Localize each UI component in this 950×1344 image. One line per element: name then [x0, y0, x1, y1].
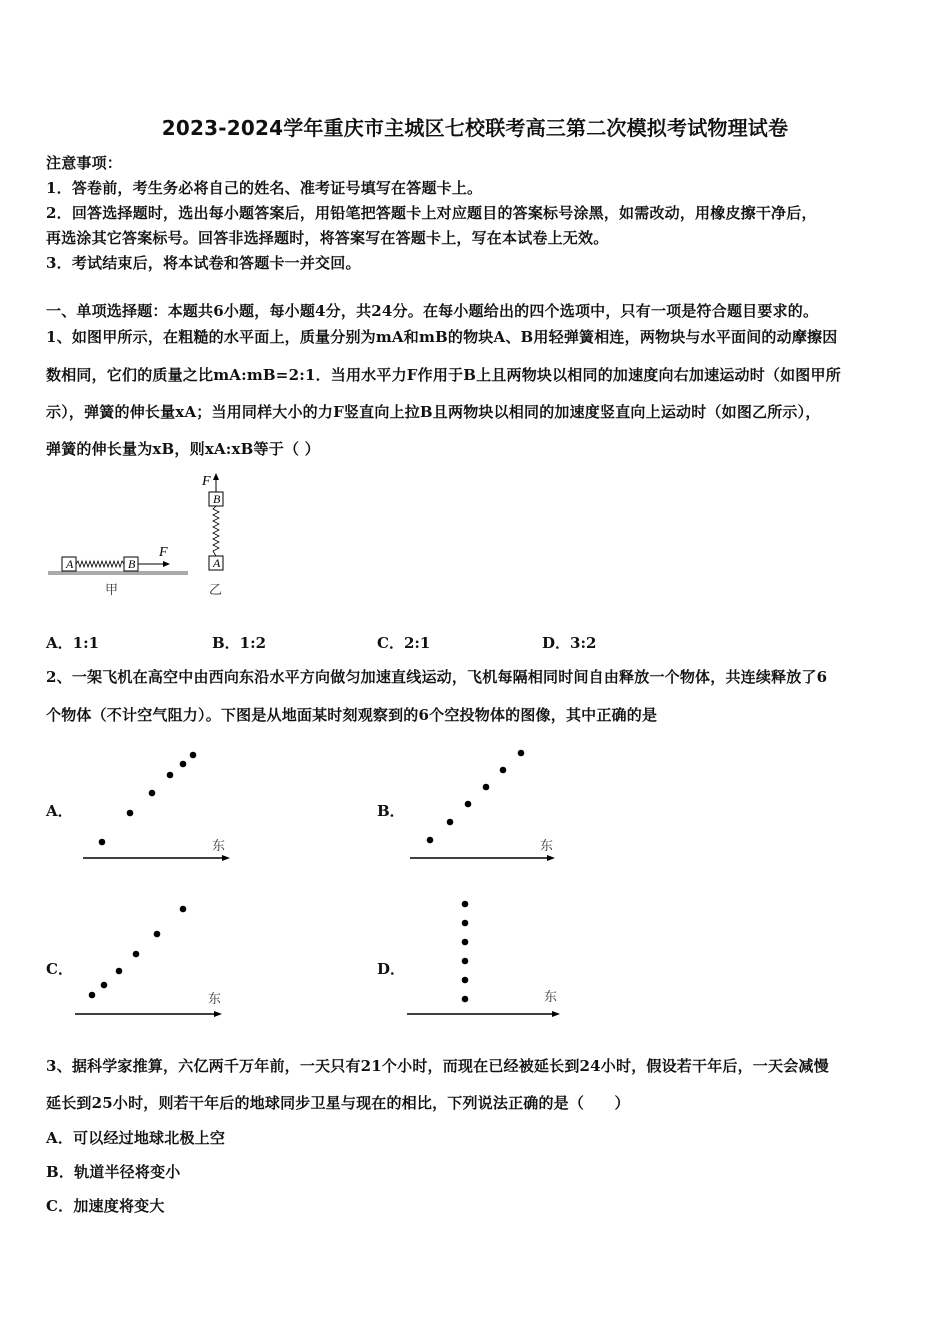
dropped-object-dot — [116, 968, 123, 975]
q3-option-c[interactable]: C．加速度将变大 — [46, 1197, 165, 1215]
q2-option-d[interactable]: D． — [377, 960, 406, 978]
q1-figure-yi — [201, 473, 223, 598]
q3-text: 延长到25小时，则若干年后的地球同步卫星与现在的相比，下列说法正确的是（ ） — [46, 1094, 630, 1112]
spring — [76, 561, 124, 567]
q1-option-a[interactable]: A．1:1 — [46, 634, 100, 652]
dropped-object-dot — [462, 996, 469, 1003]
dropped-object-dot — [483, 784, 490, 791]
q3-option-b[interactable]: B．轨道半径将变小 — [46, 1163, 181, 1181]
q2-text: 2、一架飞机在高空中由西向东沿水平方向做匀加速直线运动，飞机每隔相同时间自由释放一个物体，共连续释放了6 — [46, 668, 828, 686]
q3-text: 3、据科学家推算，六亿两千万年前，一天只有21个小时，而现在已经被延长到24小时，假设若干年后，一天会减慢 — [46, 1057, 829, 1075]
arrow-head — [163, 561, 170, 567]
q2-plot-d — [407, 901, 560, 1017]
dropped-object-dot — [462, 958, 469, 965]
dropped-object-dot — [462, 977, 469, 984]
dropped-object-dot — [462, 920, 469, 927]
q1-option-c[interactable]: C．2:1 — [377, 634, 431, 652]
arrow-head — [213, 473, 219, 480]
q2-option-c[interactable]: C． — [46, 960, 73, 978]
q1-text: 示），弹簧的伸长量xA；当用同样大小的力F竖直向上拉B且两物块以相同的加速度竖直向上运动时（如图乙所示）， — [46, 403, 821, 421]
dropped-object-dot — [154, 931, 161, 938]
q2-plot-c — [75, 906, 222, 1017]
force-label: F — [159, 545, 168, 560]
q2-option-a[interactable]: A． — [46, 802, 73, 820]
q1-figure-jia — [48, 545, 188, 598]
ground — [48, 571, 188, 575]
dropped-object-dot — [500, 767, 507, 774]
axis-arrow-head — [547, 855, 555, 861]
section-heading: 一、单项选择题：本题共6小题，每小题4分，共24分。在每小题给出的四个选项中，只有一项是符合题目要求的。 — [46, 302, 819, 320]
dropped-object-dot — [190, 752, 197, 759]
q2-plot-b — [410, 750, 555, 861]
block-a-label: A — [213, 556, 221, 570]
east-label: 东 — [212, 839, 226, 854]
block-b-label: B — [128, 557, 136, 571]
east-label: 东 — [540, 839, 554, 854]
note-item: 3．考试结束后，将本试卷和答题卡一并交回。 — [46, 254, 361, 272]
block-b-label: B — [213, 492, 221, 506]
caption-yi: 乙 — [209, 583, 223, 598]
q1-text: 弹簧的伸长量为xB，则xA:xB等于（ ） — [46, 440, 320, 458]
axis-arrow-head — [552, 1011, 560, 1017]
dropped-object-dot — [447, 819, 454, 826]
q1-option-b[interactable]: B．1:2 — [212, 634, 267, 652]
east-label: 东 — [208, 992, 222, 1007]
dropped-object-dot — [149, 790, 156, 797]
dropped-object-dot — [167, 772, 174, 779]
dropped-object-dot — [89, 992, 96, 999]
dropped-object-dot — [462, 939, 469, 946]
dropped-object-dot — [180, 761, 187, 768]
page-title: 2023-2024学年重庆市主城区七校联考高三第二次模拟考试物理试卷 — [161, 116, 789, 140]
dropped-object-dot — [133, 951, 140, 958]
caption-jia: 甲 — [105, 583, 119, 598]
note-item: 2．回答选择题时，选出每小题答案后，用铅笔把答题卡上对应题目的答案标号涂黑，如需改动，用橡皮擦干净后， — [46, 204, 817, 222]
axis-arrow-head — [222, 855, 230, 861]
notes-heading: 注意事项： — [46, 154, 123, 172]
q2-option-b[interactable]: B． — [377, 802, 405, 820]
dropped-object-dot — [101, 982, 108, 989]
q1-text: 数相同，它们的质量之比mA:mB=2:1．当用水平力F作用于B上且两物块以相同的加速度向右加速运动时（如图甲所 — [46, 366, 841, 384]
q1-text: 1、如图甲所示，在粗糙的水平面上，质量分别为mA和mB的物块A、B用轻弹簧相连，两物块与水平面间的动摩擦因 — [46, 328, 838, 346]
axis-arrow-head — [214, 1011, 222, 1017]
dropped-object-dot — [99, 839, 106, 846]
dropped-object-dot — [427, 837, 434, 844]
note-item: 再选涂其它答案标号。回答非选择题时，将答案写在答题卡上，写在本试卷上无效。 — [46, 229, 609, 247]
force-label: F — [202, 474, 211, 489]
dropped-object-dot — [180, 906, 187, 913]
q2-text: 个物体（不计空气阻力）。下图是从地面某时刻观察到的6个空投物体的图像，其中正确的是 — [46, 706, 658, 724]
note-item: 1．答卷前，考生务必将自己的姓名、准考证号填写在答题卡上。 — [46, 179, 483, 197]
dropped-object-dot — [127, 810, 134, 817]
east-label: 东 — [544, 990, 558, 1005]
block-a-label: A — [66, 557, 74, 571]
dropped-object-dot — [462, 901, 469, 908]
q2-plot-a — [83, 752, 230, 861]
q1-option-d[interactable]: D．3:2 — [542, 634, 597, 652]
dropped-object-dot — [518, 750, 525, 757]
spring — [213, 506, 219, 556]
dropped-object-dot — [465, 801, 472, 808]
q3-option-a[interactable]: A．可以经过地球北极上空 — [46, 1129, 226, 1147]
